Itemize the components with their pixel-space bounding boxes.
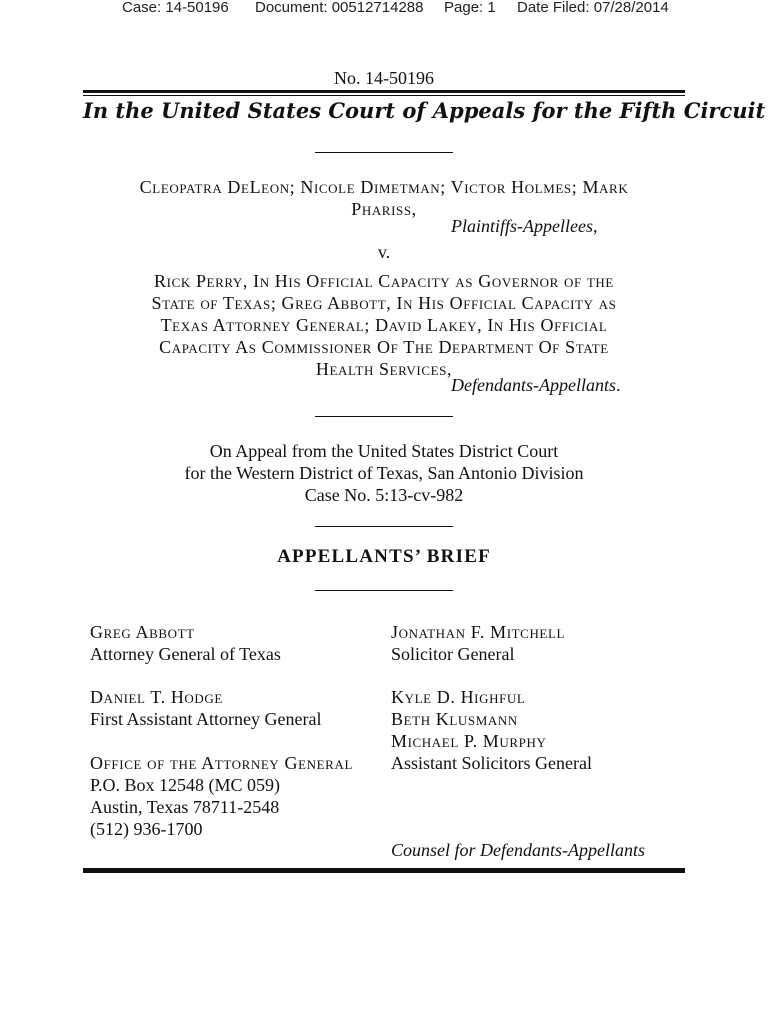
- counsel-name-hodge: Daniel T. Hodge: [90, 687, 223, 707]
- header-date-filed: Date Filed: 07/28/2014: [517, 0, 669, 16]
- plaintiffs-role-punct: ,: [592, 216, 598, 236]
- counsel-designation: Counsel for Defendants-Appellants: [391, 840, 645, 860]
- separator-rule-2: [315, 416, 453, 417]
- plaintiffs-line-1: Cleopatra DeLeon; Nicole Dimetman; Victor Holmes; Mark: [139, 177, 629, 197]
- filing-header: [0, 0, 768, 18]
- title-rule-thin: [83, 95, 685, 96]
- court-name: In the United States Court of Appeals for the Fifth Circuit: [83, 98, 766, 123]
- defendants-line-2: State of Texas; Greg Abbott, In His Official Capacity as: [151, 293, 617, 313]
- defendants-line-4: Capacity As Commissioner Of The Department Of State: [159, 337, 609, 357]
- docket-number: No. 14-50196: [334, 68, 434, 88]
- defendants-role-label: Defendants-Appellants: [451, 375, 616, 395]
- separator-rule-1: [315, 152, 453, 153]
- header-case: Case: 14-50196: [122, 0, 229, 16]
- header-document: Document: 00512714288: [255, 0, 424, 16]
- bottom-rule: [83, 868, 685, 873]
- defendants-role: [451, 375, 620, 396]
- counsel-right-block-2: [391, 686, 592, 774]
- plaintiffs-role-label: Plaintiffs-Appellees: [451, 216, 593, 236]
- counsel-name-murphy: Michael P. Murphy: [391, 731, 547, 751]
- appeal-line-1: On Appeal from the United States District Court: [209, 441, 559, 461]
- title-rule-thick: [83, 90, 685, 93]
- counsel-left-address: [90, 752, 353, 840]
- separator-rule-4: [315, 590, 453, 591]
- address-po-box: P.O. Box 12548 (MC 059): [90, 775, 281, 795]
- counsel-title-attorney-general: Attorney General of Texas: [90, 644, 281, 664]
- appeal-info: [83, 440, 685, 506]
- appeal-line-2: for the Western District of Texas, San Antonio Division: [184, 463, 584, 483]
- counsel-name-highful: Kyle D. Highful: [391, 687, 526, 707]
- counsel-name-klusmann: Beth Klusmann: [391, 709, 518, 729]
- counsel-right-block-1: [391, 621, 565, 665]
- phone-number: (512) 936-1700: [90, 819, 203, 839]
- appeal-case-number: Case No. 5:13-cv-982: [304, 485, 464, 505]
- plaintiffs-line-2: Phariss,: [351, 199, 417, 219]
- counsel-title-assistant-solicitors: Assistant Solicitors General: [391, 753, 592, 773]
- header-page: Page: 1: [444, 0, 496, 16]
- counsel-left-block-2: [90, 686, 321, 730]
- brief-title: APPELLANTS’ BRIEF: [277, 546, 491, 567]
- counsel-title-solicitor-general: Solicitor General: [391, 644, 515, 664]
- counsel-left-block-1: [90, 621, 281, 665]
- address-city: Austin, Texas 78711-2548: [90, 797, 280, 817]
- defendants-line-3: Texas Attorney General; David Lakey, In His Official: [160, 315, 608, 335]
- counsel-name-abbott: Greg Abbott: [90, 622, 195, 642]
- office-name: Office of the Attorney General: [90, 753, 353, 773]
- counsel-name-mitchell: Jonathan F. Mitchell: [391, 622, 566, 642]
- plaintiffs-names: [83, 176, 685, 220]
- defendants-line-1: Rick Perry, In His Official Capacity as Governor of the: [154, 271, 614, 291]
- defendants-line-5: Health Services,: [315, 359, 453, 379]
- versus: v.: [377, 242, 391, 262]
- counsel-title-first-assistant: First Assistant Attorney General: [90, 709, 322, 729]
- defendants-role-punct: .: [615, 375, 621, 395]
- plaintiffs-role: [451, 216, 597, 237]
- separator-rule-3: [315, 526, 453, 527]
- defendants-names: [83, 270, 685, 380]
